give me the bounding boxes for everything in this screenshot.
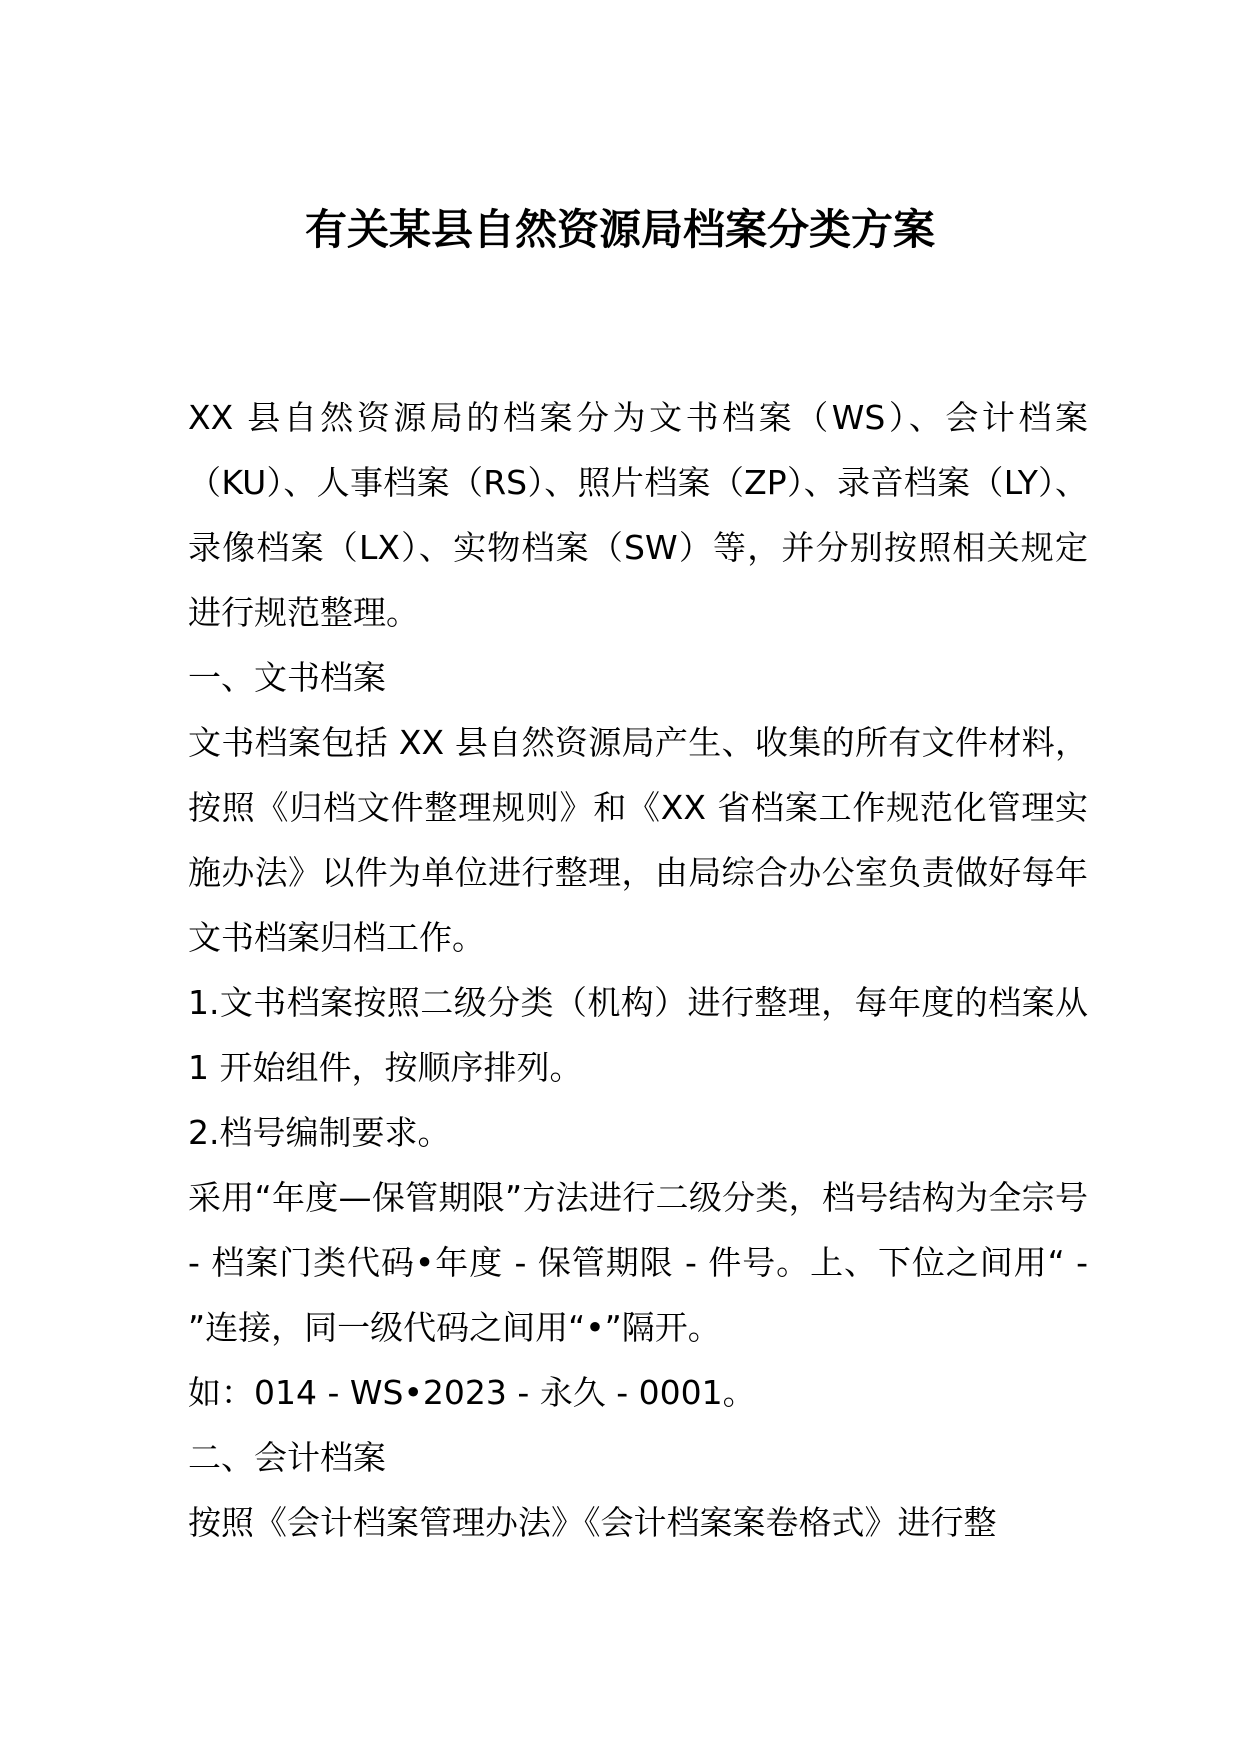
list-item-2: 2.档号编制要求。 [188,1113,451,1152]
body-paragraph: 文书档案包括 XX 县自然资源局产生、收集的所有文件材料，按照《归档文件整理规则》和《XX 省档案工作规范化管理实施办法》以件为单位进行整理，由局综合办公室负责做好每年文书档案归档工作。 [188,723,1088,957]
section-heading-1: 一、文书档案 [188,658,386,697]
list-item-1: 1.文书档案按照二级分类（机构）进行整理，每年度的档案从 1 开始组件，按顺序排列。 [188,983,1088,1087]
document-title: 有关某县自然资源局档案分类方案 [304,205,935,254]
example-line: 如：014 - WS•2023 - 永久 - 0001。 [188,1373,756,1412]
section-heading-2: 二、会计档案 [188,1438,386,1477]
intro-paragraph: XX 县自然资源局的档案分为文书档案（WS）、会计档案（KU）、人事档案（RS）、照片档案（ZP）、录音档案（LY）、录像档案（LX）、实物档案（SW）等，并分别按照相关规定进行规范整理。 [188,398,1088,632]
document-body [188,385,1088,1555]
body-paragraph: 按照《会计档案管理办法》《会计档案案卷格式》进行整 [188,1503,997,1542]
body-paragraph: 采用“年度—保管期限”方法进行二级分类，档号结构为全宗号 - 档案门类代码•年度 - 保管期限 - 件号。上、下位之间用“ - ”连接，同一级代码之间用“•”隔开。 [188,1178,1088,1347]
